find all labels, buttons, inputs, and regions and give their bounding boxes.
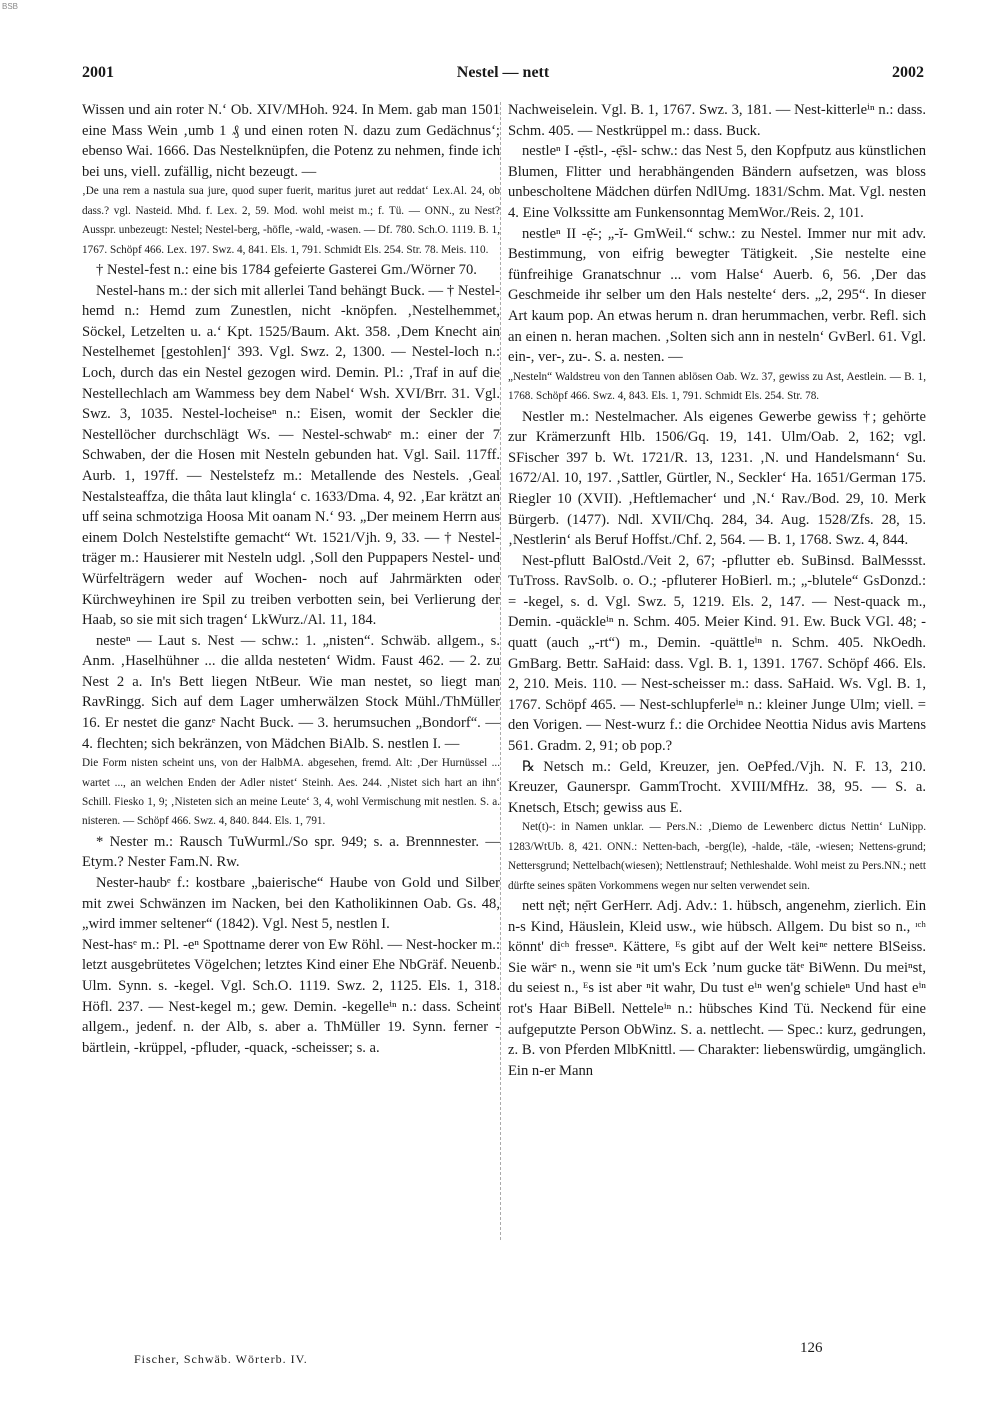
- page-header: [82, 64, 924, 86]
- left-column: [82, 100, 500, 1058]
- dictionary-entry: nestleⁿ II -ẹ̆-; „-ĭ- GmWeil.“ schw.: zu Nestel. Immer nur mit adv. Bestimmung, von eifrig bewegter Tätigkeit. ‚Sie nestelte eine fünfreihige Granatschnur ... vom Halse‘ Auerb. 6, 56. ‚Der das Geschmeide ihr selber um den Hals nestelte‘ ders. „2, 295“. In dieser Art kaum pop. An etwas herum n. dran herummachen, verbr. Refl. sich an einen n. heran machen. ‚Solten sich ann in nesteln‘ GvBerl. 61. Vgl. ein-, ver-, zu-. S. a. nesten. —: [508, 225, 926, 366]
- dictionary-entry: Nest-pflutt BalOstd./Veit 2, 67; -pflutter eb. SuBinsd. BalMessst. TuTross. RavSolb. o. O.; -pfluterer HoBierl. m.; „-blutele“ GsDonzd.: = -kegel, s. d. Vgl. Swz. 5, 1219. Els. 2, 147. — Nest-quack m., Demin. -quäckleⁱⁿ n. Schm. 405. Meier Kind. 91. Ew. Buck VGl. 48; -quatt (auch „-rt“) m., Demin. -quättleⁱⁿ n. Schm. 405. NkOedh. GmBarg. Bettr. SaHaid: dass. Vgl. B. 1, 1391. 1767. Schöpf 466. Els. 2, 210. Meis. 110. — Nest-scheisser m.: dass. SaHaid. Ws. Vgl. B. 1, 1767. Schöpf 465. — Nest-schlupferleⁱⁿ n.: kleiner Junge Ulm; viell. = den Vorigen. — Nest-wurz f.: die Orchidee Neottia Nidus avis Martens 561. Gradm. 2, 91; ob pop.?: [508, 552, 926, 755]
- column-number-right: 2002: [892, 64, 924, 81]
- footer-signature: 126: [800, 1340, 823, 1356]
- dictionary-entry: nestleⁿ I -ẹ̄stl-, -ẹ̄sl- schw.: das Nest 5, den Kopfputz aus künstlichen Blumen, Flitter und herabhängenden Bändern aufsetzen, was bloss unbescholtene Mädchen dürfen NdlUmg. 1831/Schm. Mat. Vgl. nesten 4. Eine Volkssitte am Funkensonntag MemWor./Reis. 2, 101.: [508, 143, 926, 221]
- dictionary-entry: Net(t)-: in Namen unklar. — Pers.N.: ‚Diemo de Lewenberc dictus Nettin‘ LuNipp. 1283/WtUb. 8, 421. ONN.: Netten-bach, -berg(le), -halde, -täle, -wiesen; Nettens-grund; Nettersgrund; Nettelbach(wiesen); Nettlenstrauf; Nethleshalde. Wohl meist zu Pers.NN.; nett dürfte seines späten Vorkommens wegen nur selten verwendet sein.: [508, 821, 926, 892]
- column-number-left: 2001: [82, 64, 114, 81]
- dictionary-entry: ℞ Netsch m.: Geld, Kreuzer, jen. OePfed./Vjh. N. F. 13, 210. Kreuzer, Gaunerspr. GammTrocht. XVIII/MfHz. 38, 95. — S. a. Knetsch, Etsch; gewiss aus E.: [508, 758, 926, 816]
- dictionary-entry: ‚De una rem a nastula sua jure, quod super fuerit, maritus juret aut reddat‘ Lex.Al. 24, ob dass.? vgl. Nasteid. Mhd. f. Lex. 2, 59. Mod. wohl meist m.; f. Tü. — ONN., zu Nest? Ausspr. unbezeugt: Nestel; Nestel-berg, -höfle, -wald, -wasen. — Df. 780. Sch.O. 1119. B. 1, 1767. Schöpf 466. Lex. 197. Swz. 4, 841. Els. 1, 791. Schmidt Els. 254. Str. 78. Meis. 110.: [82, 185, 500, 256]
- footer-publication: Fischer, Schwäb. Wörterb. IV.: [134, 1352, 308, 1366]
- dictionary-entry: nett nẹ̆t; nẹ̄rt GerHerr. Adj. Adv.: 1. hübsch, angenehm, zierlich. Ein n-s Kind, Häuslein, Kleid usw., wie hübsch. Allgem. Du bist so n., ᶦᶜʰ könnt' diᶜʰ fresseⁿ. Kättere, ᴱs gibt auf der Welt keiⁿᵉ nettere BlSeiss. Sie wärᵉ n., wenn sie ⁿit um's Eck ’num gucke tätᵉ BiWenn. Du meiⁿst, du seiest n., ᴱs ist aber ⁿit wahr, Du tust eⁱⁿ wen'g schieleⁿ Und hast eⁱⁿ rot's Haar BiBell. Netteleⁱⁿ n.: hübsches Kind Tü. Neckend für eine aufgeputzte Person ObWinz. S. a. nettlecht. — Spec.: kurz, gedrungen, z. B. von Pferden MlbKnittl. — Charakter: liebenswürdig, umgänglich. Ein n-er Mann: [508, 898, 926, 1079]
- dictionary-entry: Nest-hasᵉ m.: Pl. -eⁿ Spottname derer von Ew Röhl. — Nest-hocker m.: letzt ausgebrütetes Vögelchen; letztes Kind einer Ehe NbGräf. Neuenb. Ulm. Synn. s. -kegel. Vgl. Sch.O. 1119. Swz. 2, 1125. Els. 1, 318. Höfl. 237. — Nest-kegel m.; gew. Demin. -kegelleⁱⁿ n.: dass. Scheint allgem., jedenf. n. der Alb, s. aber a. ThMüller 19. Synn. ferner -bärtlein, -krüppel, -pfluder, -quack, -scheisser; s. a.: [82, 936, 500, 1056]
- dictionary-entry: † Nestel-fest n.: eine bis 1784 gefeierte Gasterei Gm./Wörner 70.: [96, 262, 477, 278]
- right-column: [508, 100, 926, 1081]
- dictionary-entry: Nester-haubᵉ f.: kostbare „baierische“ Haube von Gold und Silber mit zwei Schwänzen im Nacken, bei den Katholikinnen Oab. Gs. 48, „wird immer seltener“ (1842). Vgl. Nest 5, nestlen I.: [82, 875, 500, 933]
- dictionary-entry: „Nesteln“ Waldstreu von den Tannen ablösen Oab. Wz. 37, gewiss zu Ast, Aestlein. — B. 1, 1768. Schöpf 466. Swz. 4, 843. Els. 1, 791. Schmidt Els. 254. Str. 78.: [508, 370, 926, 403]
- dictionary-entry: Wissen und ain roter N.‘ Ob. XIV/MHoh. 924. In Mem. gab man 1501 eine Mass Wein ‚umb 1 ₰ und einen roten N. dazu zum Gedächnus‘; ebenso Wai. 1666. Das Nestelknüpfen, die Potenz zu nehmen, finde ich bei uns, viell. zufällig, nicht bezeugt. —: [82, 102, 500, 180]
- dictionary-entry: Nestel-hans m.: der sich mit allerlei Tand behängt Buck. — † Nestel-hemd n.: Hemd zum Zunestlen, nicht -knöpfen. ‚Nestelhemmet, Söckel, Letzelten u. a.‘ Kpt. 1525/Baum. Akt. 358. ‚Dem Knecht ain Nestelhemet [gestohlen]‘ 393. Vgl. Swz. 2, 1300. — Nestel-loch n.: Loch, durch das ein Nestel gezogen wird. Demin. Pl.: ‚Traf in auf die Nestellechlach am Wammess bey dem Nabel‘ Wsh. XVI/Brr. 31. Vgl. Swz. 3, 1035. Nestel-locheiseⁿ n.: Eisen, womit der Seckler die Nestellöcher durchschlägt Ws. — Nestel-schwabᵉ m.: einer der 7 Schwaben, der die Hosen mit Nesteln gebunden hat. Vgl. Sail. 117ff. Aurb. 1, 197ff. — Nestelstefz m.: Metallende des Nestels. ‚Geal Nestalsteaffza, die thâta laut klingla‘ c. 1633/Dma. 4, 92. ‚Ear krätzt an uff seina schmotziga Hoosa Mit oanam N.‘ 93. „Der meinem Herrn aus einem Dolch Nestelstifte gemacht“ Wt. 1521/Vjh. 9, 33. — † Nestel-träger m.: Hausierer mit Nesteln udgl. ‚Soll den Puppapers Nestel- und Würfelträgern weder auf Wochen- noch auf Jahrmärkten oder Kürchweyhinen ire Spil zu treiben verbotten sein, bei Verlierung der Haab, so sie mit sich tragen‘ LkWurz./Al. 11, 184.: [82, 282, 500, 629]
- dictionary-entry: Die Form nisten scheint uns, von der HalbMA. abgesehen, fremd. Alt: ‚Der Hurnüssel ... wartet ..., an welchen Enden der Adler nistet‘ Steinh. Aes. 244. ‚Nistet sich hart an ihn‘ Schill. Fiesko 1, 9; ‚Nisteten sich an meine Leute‘ 3, 4, wohl Vermischung mit nestlen. S. a. nisteren. — Schöpf 466. Swz. 4, 840. 844. Els. 1, 791.: [82, 757, 500, 828]
- column-divider: [500, 102, 501, 1240]
- dictionary-entry: nesteⁿ — Laut s. Nest — schw.: 1. „nisten“. Schwäb. allgem., s. Anm. ‚Haselhühner ... die allda nesteten‘ Widm. Faust 462. — 2. zu Nest 2 a. In's Bett liegen NtBeur. Wie man nestet, so liegt man RavRingg. Sich auf dem Lager umherwälzen Stock Mühl./ThMüller 16. Er nestet die ganzᵉ Nacht Buck. — 3. herumsuchen „Bondorf“. — 4. flechten; sich bekränzen, von Mädchen BiAlb. S. nestlen I. —: [82, 632, 500, 752]
- running-title: Nestel — nett: [456, 64, 550, 81]
- library-stamp: BSB: [2, 2, 19, 11]
- dictionary-entry: Nachweiselein. Vgl. B. 1, 1767. Swz. 3, 181. — Nest-kitterleⁱⁿ n.: dass. Schm. 405. — Nestkrüppel m.: dass. Buck.: [508, 102, 926, 139]
- dictionary-entry: * Nester m.: Rausch TuWurml./So spr. 949; s. a. Brennnester. — Etym.? Nester Fam.N. Rw.: [82, 833, 500, 871]
- dictionary-entry: Nestler m.: Nestelmacher. Als eigenes Gewerbe gewiss †; gehörte zur Krämerzunft Hlb. 1506/Gq. 19, 141. Ulm/Oab. 2, 162; vgl. SFischer 397 b. Wt. 1721/R. 13, 1231. ‚N. und Handelsmann‘ Su. 1672/Al. 10, 197. ‚Sattler, Gürtler, N., Seckler‘ Ha. 1651/German 175. Riegler 10 (XVII). ‚Heftlemacher‘ und ‚N.‘ Rav./Bod. 29, 10. Merk Bürgerb. (1477). Ndl. XVII/Chq. 284, 34. Aug. 1528/Zfs. 28, 15. ‚Nestlerin‘ als Beruf Hoffst./Chf. 2, 564. — B. 1, 1768. Swz. 4, 844.: [508, 408, 926, 549]
